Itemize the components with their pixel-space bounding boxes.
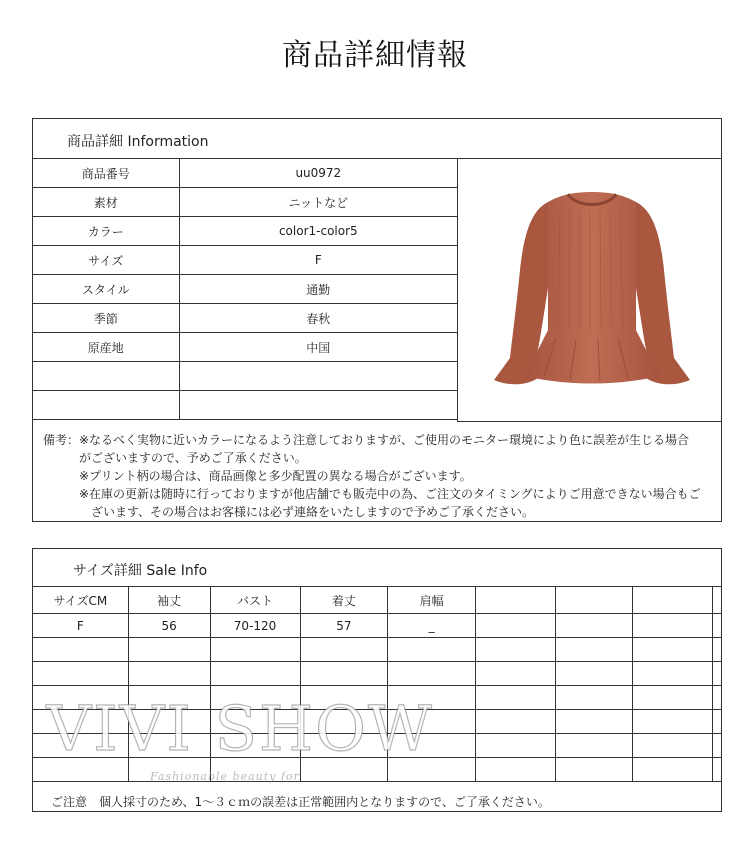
spec-label: スタイル [33, 275, 179, 304]
size-row [33, 686, 721, 710]
spec-row [33, 275, 458, 304]
size-cell [300, 734, 388, 758]
size-column-header: 肩幅 [388, 587, 476, 614]
page-title: 商品詳細情報 [282, 38, 468, 73]
size-cell [476, 662, 556, 686]
size-table [33, 586, 721, 782]
size-column-header: バスト [210, 587, 300, 614]
caution-text: ご注意 個人採寸のため、1～３ｃｍの誤差は正常範囲内となりますので、ご了承ください。 [51, 795, 550, 809]
size-cell: F [33, 614, 128, 638]
size-cell [713, 662, 721, 686]
size-column-header [633, 587, 713, 614]
product-image [457, 158, 722, 422]
spec-row [33, 362, 458, 391]
spec-value: 春秋 [179, 304, 457, 333]
spec-label [33, 391, 179, 420]
size-cell [555, 686, 633, 710]
size-column-header: 着丈 [300, 587, 388, 614]
note-line: ※在庫の更新は随時に行っておりますが他店舗でも販売中の為、ご注文のタイミングによりご用意できない場合もご [79, 487, 701, 501]
size-cell [713, 638, 721, 662]
size-cell [476, 734, 556, 758]
size-cell [633, 638, 713, 662]
size-row [33, 662, 721, 686]
size-cell [210, 686, 300, 710]
size-cell [633, 662, 713, 686]
size-cell [476, 686, 556, 710]
size-cell: _ [388, 614, 476, 638]
spec-row [33, 188, 458, 217]
size-cell [476, 710, 556, 734]
watermark-logo: VIVI SHOW [46, 692, 434, 765]
note-line: がございますので、予めご了承ください。 [79, 451, 307, 465]
product-info-title: 商品詳細 Information [67, 134, 209, 150]
size-cell [300, 710, 388, 734]
size-cell [33, 758, 128, 782]
size-cell [128, 686, 210, 710]
size-cell [210, 638, 300, 662]
size-cell [33, 710, 128, 734]
size-cell [555, 758, 633, 782]
size-cell [555, 734, 633, 758]
spec-value: 通勤 [179, 275, 457, 304]
size-cell [300, 662, 388, 686]
spec-row [33, 333, 458, 362]
spec-label: 季節 [33, 304, 179, 333]
size-info-section [32, 548, 722, 812]
size-cell [555, 638, 633, 662]
size-cell [555, 662, 633, 686]
spec-row [33, 217, 458, 246]
size-row [33, 614, 721, 638]
size-column-header [713, 587, 721, 614]
size-info-header [33, 549, 721, 587]
spec-label: 原産地 [33, 333, 179, 362]
spec-label: 素材 [33, 188, 179, 217]
size-cell [210, 710, 300, 734]
watermark-tagline: Fashionable beauty for [150, 770, 300, 783]
notes [43, 431, 701, 521]
spec-label: サイズ [33, 246, 179, 275]
size-header-row [33, 587, 721, 614]
spec-value: color1-color5 [179, 217, 457, 246]
size-cell [713, 758, 721, 782]
size-cell [633, 734, 713, 758]
spec-value [179, 391, 457, 420]
size-cell [300, 758, 388, 782]
size-cell [555, 710, 633, 734]
size-cell [713, 614, 721, 638]
size-column-header [476, 587, 556, 614]
spec-row [33, 159, 458, 188]
size-cell [555, 614, 633, 638]
size-cell [633, 614, 713, 638]
spec-value: uu0972 [179, 159, 457, 188]
spec-table [33, 158, 458, 420]
size-cell [713, 710, 721, 734]
spec-label: カラー [33, 217, 179, 246]
size-cell [633, 686, 713, 710]
size-cell: 70-120 [210, 614, 300, 638]
size-cell [388, 686, 476, 710]
size-row [33, 710, 721, 734]
size-cell [33, 686, 128, 710]
size-cell [388, 734, 476, 758]
size-cell [128, 710, 210, 734]
size-row [33, 758, 721, 782]
size-cell [128, 734, 210, 758]
spec-value [179, 362, 457, 391]
note-line: 備考：※なるべく実物に近いカラーになるよう注意しておりますが、ご使用のモニター環境により色に誤差が生じる場合 [43, 433, 690, 447]
spec-value: ニットなど [179, 188, 457, 217]
spec-value: 中国 [179, 333, 457, 362]
size-cell [300, 686, 388, 710]
size-cell [476, 758, 556, 782]
spec-label: 商品番号 [33, 159, 179, 188]
size-column-header: 袖丈 [128, 587, 210, 614]
size-cell [128, 662, 210, 686]
size-cell [476, 638, 556, 662]
size-cell [713, 686, 721, 710]
spec-row [33, 246, 458, 275]
note-line: ※プリント柄の場合は、商品画像と多少配置の異なる場合がございます。 [79, 469, 472, 483]
size-cell [33, 638, 128, 662]
size-cell [633, 758, 713, 782]
spec-row [33, 391, 458, 420]
spec-label [33, 362, 179, 391]
size-cell [210, 662, 300, 686]
size-cell: 56 [128, 614, 210, 638]
size-cell [128, 638, 210, 662]
product-info-header [33, 119, 721, 159]
size-row [33, 638, 721, 662]
size-column-header: サイズCM [33, 587, 128, 614]
spec-row [33, 304, 458, 333]
size-row [33, 734, 721, 758]
sweater-image [486, 180, 696, 400]
size-cell [713, 734, 721, 758]
spec-value: F [179, 246, 457, 275]
size-cell [388, 710, 476, 734]
size-cell: 57 [300, 614, 388, 638]
size-info-title: サイズ詳細 Sale Info [73, 563, 208, 579]
size-cell [33, 662, 128, 686]
size-cell [210, 734, 300, 758]
size-cell [388, 758, 476, 782]
size-cell [388, 638, 476, 662]
size-cell [633, 710, 713, 734]
size-cell [388, 662, 476, 686]
size-cell [300, 638, 388, 662]
note-line: ざいます、その場合はお客様には必ず連絡をいたしますので予めご了承ください。 [91, 505, 535, 519]
product-info-section [32, 118, 722, 522]
size-cell [476, 614, 556, 638]
size-cell [33, 734, 128, 758]
size-column-header [555, 587, 633, 614]
